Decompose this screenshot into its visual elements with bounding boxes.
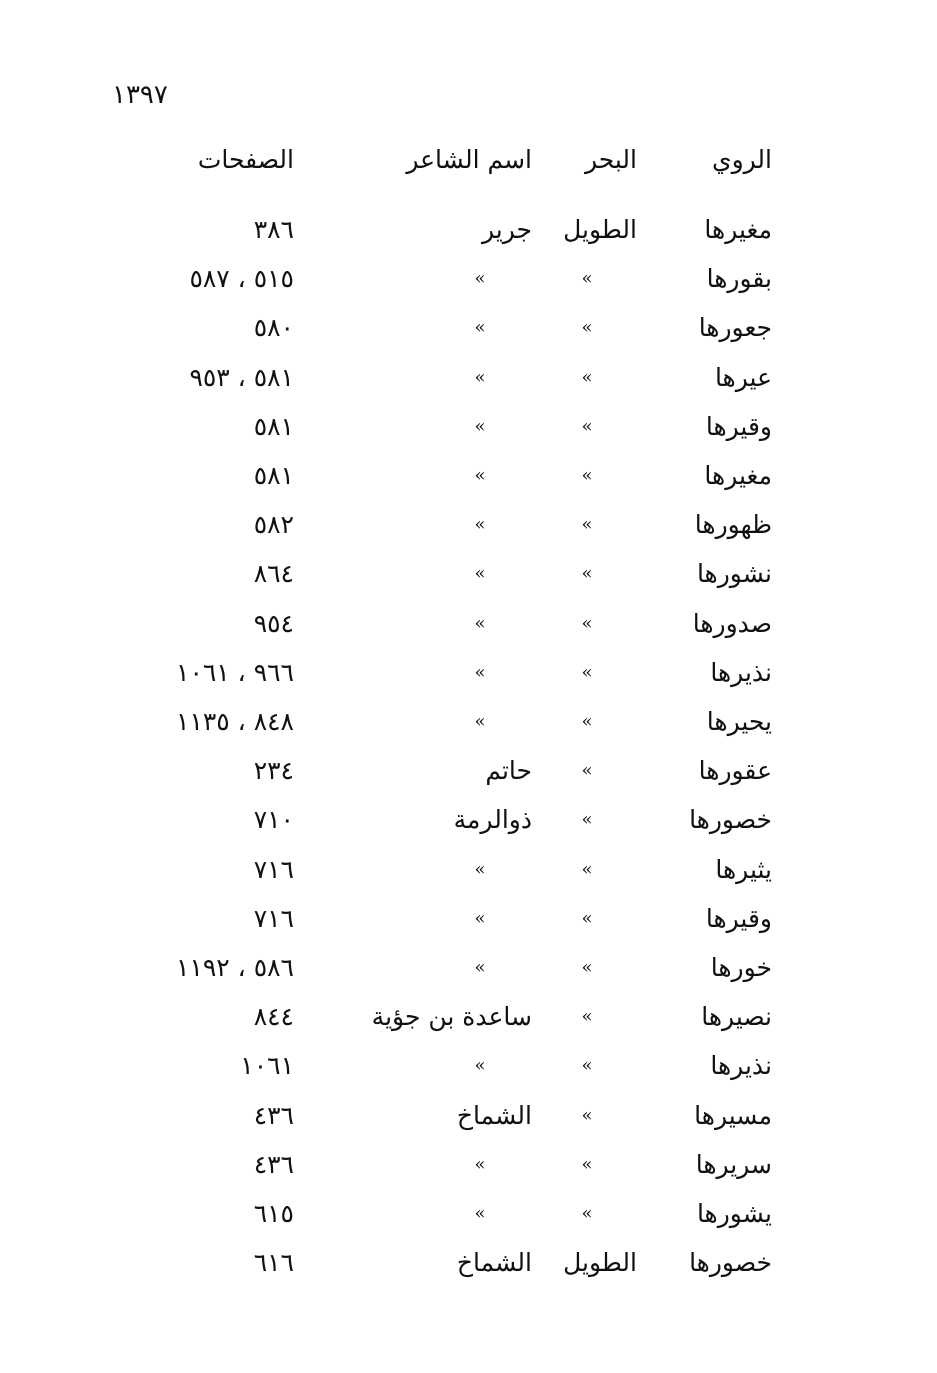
poet-cell: » — [474, 317, 486, 338]
pages-cell: ٢٣٤ — [253, 756, 294, 785]
pages-cell: ٥٨١ ، ٩٥٣ — [189, 363, 294, 392]
rawi-cell: سريرها — [695, 1150, 772, 1179]
bahr-cell: » — [581, 465, 593, 486]
page-number: ١٣٩٧ — [112, 80, 168, 110]
poet-cell: حاتم — [485, 756, 532, 785]
header-poet: اسم الشاعر — [406, 145, 532, 174]
pages-cell: ٣٨٦ — [253, 215, 294, 244]
rawi-cell: بقورها — [706, 264, 772, 293]
bahr-cell: » — [581, 957, 593, 978]
poet-cell: » — [474, 1154, 486, 1175]
poet-cell: الشماخ — [456, 1248, 532, 1277]
poet-cell: » — [474, 613, 486, 634]
pages-cell: ٨٤٨ ، ١١٣٥ — [176, 707, 294, 736]
rawi-cell: نذيرها — [710, 658, 772, 687]
table-row — [0, 800, 937, 840]
rawi-cell: نشورها — [696, 559, 772, 588]
pages-cell: ٤٣٦ — [253, 1150, 294, 1179]
bahr-cell: » — [581, 563, 593, 584]
pages-cell: ٥٨٠ — [253, 313, 294, 342]
poet-cell: جرير — [482, 215, 532, 244]
poet-cell: » — [474, 268, 486, 289]
table-row — [0, 899, 937, 939]
rawi-cell: وقيرها — [705, 412, 772, 441]
poet-cell: » — [474, 711, 486, 732]
poet-cell: » — [474, 367, 486, 388]
table-row — [0, 1096, 937, 1136]
pages-cell: ٧١٦ — [253, 855, 294, 884]
header-bahr: البحر — [584, 145, 637, 174]
bahr-cell: » — [581, 1154, 593, 1175]
bahr-cell: » — [581, 1105, 593, 1126]
bahr-cell: » — [581, 809, 593, 830]
bahr-cell: الطويل — [563, 215, 637, 244]
bahr-cell: » — [581, 317, 593, 338]
table-row — [0, 702, 937, 742]
rawi-cell: عقورها — [698, 756, 772, 785]
rawi-cell: مغيرها — [704, 215, 772, 244]
table-row — [0, 1194, 937, 1234]
bahr-cell: » — [581, 760, 593, 781]
bahr-cell: » — [581, 367, 593, 388]
rawi-cell: مغيرها — [704, 461, 772, 490]
bahr-cell: » — [581, 1055, 593, 1076]
pages-cell: ٤٣٦ — [253, 1101, 294, 1130]
bahr-cell: » — [581, 908, 593, 929]
pages-cell: ٥٨٢ — [253, 510, 294, 539]
bahr-cell: » — [581, 514, 593, 535]
pages-cell: ٥٨١ — [253, 412, 294, 441]
table-header — [0, 140, 937, 180]
table-row — [0, 407, 937, 447]
pages-cell: ٨٤٤ — [253, 1002, 294, 1031]
rawi-cell: عيرها — [714, 363, 772, 392]
bahr-cell: » — [581, 613, 593, 634]
rawi-cell: ظهورها — [694, 510, 772, 539]
table-row — [0, 1046, 937, 1086]
table-row — [0, 850, 937, 890]
rawi-cell: يحيرها — [706, 707, 772, 736]
pages-cell: ٥١٥ ، ٥٨٧ — [189, 264, 294, 293]
bahr-cell: » — [581, 711, 593, 732]
pages-cell: ٥٨٦ ، ١١٩٢ — [176, 953, 294, 982]
bahr-cell: الطويل — [563, 1248, 637, 1277]
table-row — [0, 259, 937, 299]
poet-cell: » — [474, 859, 486, 880]
table-row — [0, 1243, 937, 1283]
poet-cell: » — [474, 1055, 486, 1076]
pages-cell: ٨٦٤ — [253, 559, 294, 588]
table-row — [0, 456, 937, 496]
table-row — [0, 653, 937, 693]
rawi-cell: خصورها — [689, 805, 772, 834]
pages-cell: ٥٨١ — [253, 461, 294, 490]
header-rawi: الروي — [712, 145, 772, 174]
bahr-cell: » — [581, 416, 593, 437]
pages-cell: ١٠٦١ — [240, 1051, 294, 1080]
poet-cell: » — [474, 1203, 486, 1224]
bahr-cell: » — [581, 1006, 593, 1027]
pages-cell: ٦١٥ — [253, 1199, 294, 1228]
bahr-cell: » — [581, 268, 593, 289]
rawi-cell: نصيرها — [701, 1002, 772, 1031]
poet-cell: » — [474, 957, 486, 978]
pages-cell: ٩٥٤ — [253, 609, 294, 638]
table-row — [0, 997, 937, 1037]
rawi-cell: جعورها — [698, 313, 772, 342]
poet-cell: » — [474, 662, 486, 683]
poet-cell: الشماخ — [456, 1101, 532, 1130]
bahr-cell: » — [581, 1203, 593, 1224]
header-pages: الصفحات — [197, 145, 294, 174]
poet-cell: ذوالرمة — [453, 805, 532, 834]
table-row — [0, 604, 937, 644]
table-row — [0, 358, 937, 398]
rawi-cell: وقيرها — [705, 904, 772, 933]
table-row — [0, 948, 937, 988]
poet-cell: ساعدة بن جؤية — [371, 1002, 532, 1031]
table-row — [0, 505, 937, 545]
poet-cell: » — [474, 514, 486, 535]
rawi-cell: خصورها — [689, 1248, 772, 1277]
rawi-cell: يشورها — [696, 1199, 772, 1228]
pages-cell: ٧١٦ — [253, 904, 294, 933]
pages-cell: ٧١٠ — [253, 805, 294, 834]
pages-cell: ٩٦٦ ، ١٠٦١ — [176, 658, 294, 687]
table-row — [0, 1145, 937, 1185]
table-row — [0, 751, 937, 791]
poet-cell: » — [474, 908, 486, 929]
rawi-cell: خورها — [710, 953, 772, 982]
poet-cell: » — [474, 416, 486, 437]
bahr-cell: » — [581, 859, 593, 880]
poet-cell: » — [474, 465, 486, 486]
rawi-cell: نذيرها — [710, 1051, 772, 1080]
table-row — [0, 210, 937, 250]
table-row — [0, 308, 937, 348]
pages-cell: ٦١٦ — [253, 1248, 294, 1277]
rawi-cell: يثيرها — [715, 855, 772, 884]
table-row — [0, 554, 937, 594]
bahr-cell: » — [581, 662, 593, 683]
rawi-cell: مسيرها — [694, 1101, 772, 1130]
rawi-cell: صدورها — [692, 609, 772, 638]
poet-cell: » — [474, 563, 486, 584]
